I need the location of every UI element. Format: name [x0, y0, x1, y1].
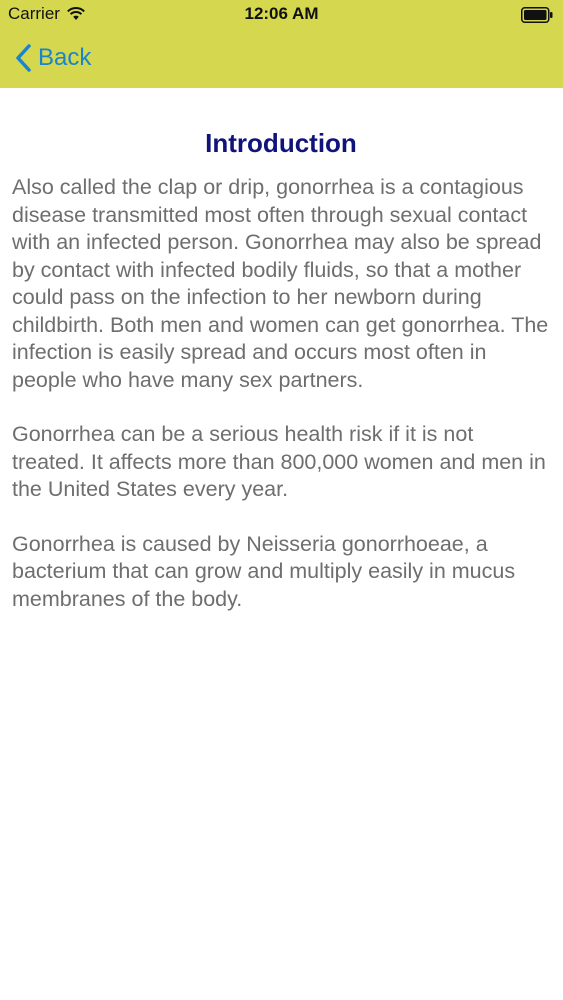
carrier-label: Carrier: [8, 4, 60, 23]
status-time: 12:06 AM: [244, 4, 319, 23]
navigation-bar: [0, 30, 563, 88]
article-content: [12, 120, 550, 640]
article-paragraph-2: Gonorrhea can be a serious health risk if it is not treated. It affects more than 800,000 women and men in the United States every year.: [12, 422, 546, 501]
battery-icon: [521, 7, 553, 23]
chevron-left-icon: [14, 43, 32, 73]
back-label: Back: [38, 44, 92, 71]
status-bar: [0, 0, 563, 30]
top-bar: [0, 0, 563, 88]
back-button[interactable]: [14, 40, 91, 76]
page-title: Introduction: [205, 128, 357, 158]
article-paragraph-1: Also called the clap or drip, gonorrhea is a contagious disease transmitted most often through sexual contact with an infected person. Gonorrhea may also be spread by contact with infected bodily fluids, so that a mother could pass on the infection to her newborn during childbirth. Both men and women can get gonorrhea. The infection is easily spread and occurs most often in people who have many sex partners.: [12, 175, 549, 392]
article-paragraph-3: Gonorrhea is caused by Neisseria gonorrhoeae, a bacterium that can grow and multiply easily in mucus membranes of the body.: [12, 531, 516, 611]
